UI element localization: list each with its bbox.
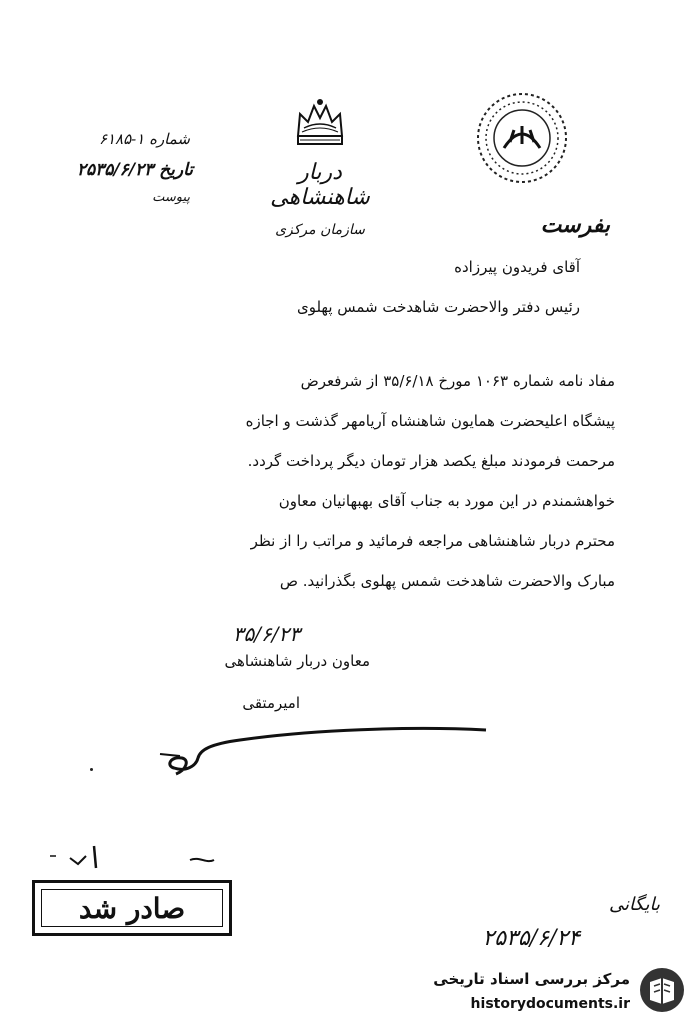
body-line: خواهشمندم در این مورد به جناب آقای بهبهانیان معاون [278, 492, 615, 510]
handwritten-signature [90, 720, 490, 790]
archive-note: بایگانی [609, 894, 660, 915]
ink-dot [90, 768, 93, 771]
body-line: مرحمت فرمودند مبلغ یکصد هزار تومان دیگر پرداخت گردد. [247, 452, 615, 470]
reference-attachment: پیوست [152, 190, 190, 205]
recipient-title: رئیس دفتر والاحضرت شاهدخت شمس پهلوی [296, 298, 580, 316]
archive-date: ۲۵۳۵/۶/۲۴ [482, 926, 580, 951]
handwritten-note [30, 838, 230, 878]
letterhead-subtitle: سازمان مرکزی [275, 222, 365, 238]
signature-name: امیرمتقی [242, 694, 300, 712]
reference-number: شماره ۱-۶۱۸۵ [98, 130, 190, 148]
archive-logo-icon [638, 966, 686, 1014]
signature-title: معاون دربار شاهنشاهی [224, 652, 370, 670]
body-line: محترم دربار شاهنشاهی مراجعه فرمائید و مراتب را از نظر [250, 532, 615, 550]
reference-date: تاریخ ۲۵۳۵/۶/۲۳ [76, 160, 193, 180]
crown-icon [290, 96, 350, 154]
margin-note: بفرست [540, 212, 610, 238]
watermark-url[interactable]: historydocuments.ir [470, 996, 630, 1012]
watermark [380, 962, 690, 1026]
body-line: مبارک والاحضرت شاهدخت شمس پهلوی بگذرانید. ص [279, 572, 615, 590]
seal-icon [474, 90, 570, 186]
body-line: مفاد نامه شماره ۱۰۶۳ مورخ ۳۵/۶/۱۸ از شرفعرض [300, 372, 615, 390]
issued-stamp-text: صادر شد [78, 891, 186, 925]
body-line: پیشگاه اعلیحضرت همایون شاهنشاه آریامهر گذشت و اجازه [245, 412, 615, 430]
signature-date: ۳۵/۶/۲۳ [232, 622, 300, 646]
watermark-title: مرکز بررسی اسناد تاریخی [433, 970, 630, 988]
recipient-name: آقای فریدون پیرزاده [454, 258, 580, 276]
issued-stamp [32, 880, 232, 936]
letterhead-title: دربار شاهنشاهی [270, 160, 370, 210]
